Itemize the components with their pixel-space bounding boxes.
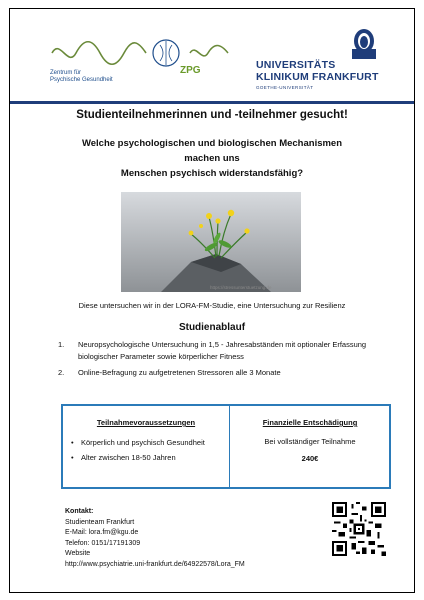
ukf-name-line1: UNIVERSITÄTS — [256, 59, 336, 71]
intro-text: Diese untersuchen wir in der LORA-FM-Studie, eine Untersuchung zur Resilienz — [78, 301, 346, 310]
university-clinic-logo — [252, 29, 402, 89]
list-item-number: 1. — [58, 340, 65, 349]
resilience-flower-photo — [121, 192, 301, 292]
zpg-abbreviation: ZPG — [180, 65, 201, 76]
research-question — [10, 136, 414, 181]
bullet-icon: • — [71, 438, 74, 447]
compensation-heading: Finanzielle Entschädigung — [262, 418, 358, 427]
poster — [9, 8, 415, 593]
question-line1: Welche psychologischen und biologischen Mechanismen — [81, 138, 343, 149]
box-divider — [229, 406, 230, 487]
compensation-text: Bei vollständiger Teilnahme — [264, 437, 356, 446]
contact-block — [65, 507, 245, 570]
list-item — [58, 339, 398, 363]
question-line2: machen uns — [184, 153, 240, 164]
contact-email[interactable]: E-Mail: lora.fm@kgu.de — [65, 529, 139, 536]
ukf-name-line3: GOETHE-UNIVERSITÄT — [256, 85, 314, 90]
zpg-name-line1: Zentrum für — [50, 70, 82, 76]
zpg-logo — [50, 33, 230, 85]
requirements-heading: Teilnahmevoraussetzungen — [96, 418, 196, 427]
requirement-text: Alter zwischen 18-50 Jahren — [81, 453, 176, 462]
contact-website-link[interactable]: http://www.psychiatrie.uni-frankfurt.de/64922578/Lora_FM — [65, 560, 245, 568]
requirement-text: Körperlich und psychisch Gesundheit — [81, 438, 205, 447]
list-item — [71, 437, 221, 449]
contact-team: Studienteam Frankfurt — [65, 518, 135, 526]
page-title: Studienteilnehmerinnen und -teilnehmer gesucht! — [76, 109, 348, 121]
contact-website-label: Website — [65, 550, 91, 557]
procedure-heading: Studienablauf — [178, 322, 246, 333]
contact-label: Kontakt: — [65, 508, 94, 515]
photo-credit: https://stressunterstuetzung.de — [210, 285, 272, 290]
list-item — [71, 452, 221, 464]
compensation-column — [237, 418, 383, 463]
compensation-amount: 240€ — [301, 454, 319, 463]
list-item — [58, 367, 398, 379]
qr-code-icon[interactable] — [332, 502, 386, 556]
header-divider — [10, 101, 414, 104]
list-item-text: Neuropsychologische Untersuchung in 1,5 - Jahresabständen mit optionaler Erfassung biologischer Parameter sowie körperlicher Fitness — [78, 340, 367, 361]
procedure-list — [58, 339, 398, 383]
info-box — [61, 404, 391, 489]
zpg-name-line2: Psychische Gesundheit — [50, 77, 113, 83]
goethe-portrait-icon — [252, 29, 402, 59]
question-line3: Menschen psychisch widerstandsfähig? — [120, 168, 304, 179]
requirements-column — [71, 418, 221, 467]
header — [10, 9, 414, 101]
list-item-text: Online-Befragung zu aufgetretenen Stressoren alle 3 Monate — [78, 368, 281, 377]
contact-phone: Telefon: 0151/17191309 — [65, 539, 141, 547]
ukf-name-line2: KLINIKUM FRANKFURT — [256, 71, 379, 83]
list-item-number: 2. — [58, 368, 65, 377]
bullet-icon: • — [71, 453, 74, 462]
